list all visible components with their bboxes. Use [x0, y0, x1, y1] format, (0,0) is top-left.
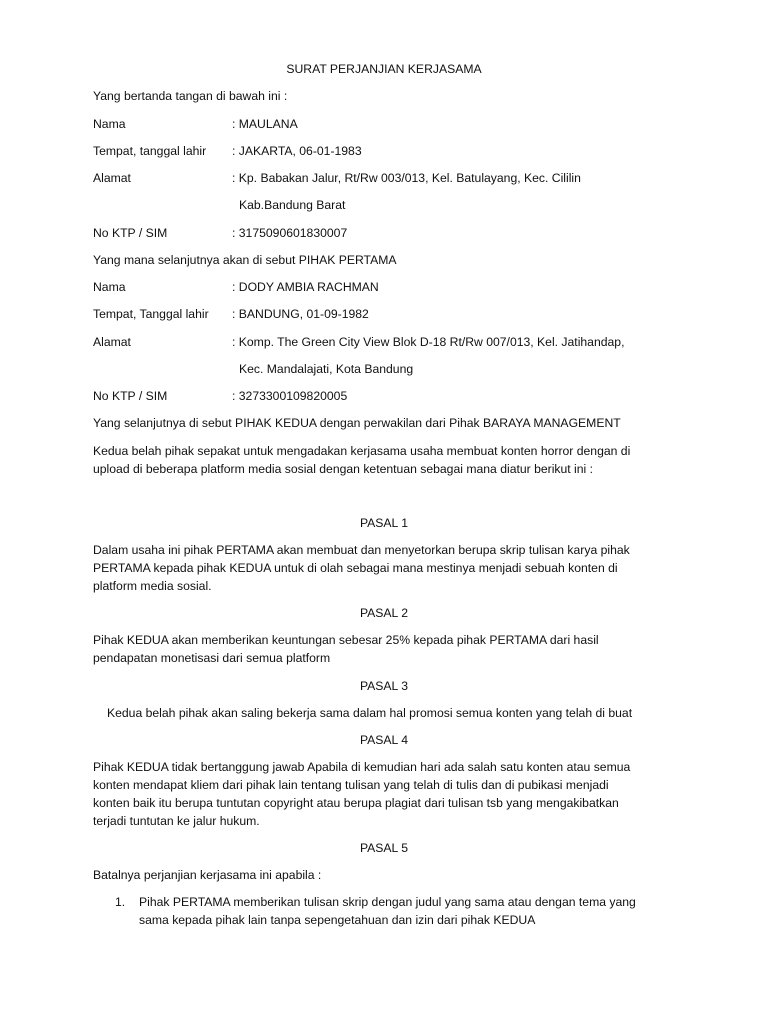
pasal-2-heading: PASAL 2: [359, 606, 409, 620]
party-one-id-label: No KTP / SIM: [93, 226, 168, 240]
party-one-designation: Yang mana selanjutnya akan di sebut PIHAK PERTAMA: [93, 253, 397, 267]
pasal-5-heading: PASAL 5: [359, 841, 409, 855]
document-title: SURAT PERJANJIAN KERJASAMA: [286, 62, 482, 76]
pasal-1-line: PERTAMA kepada pihak KEDUA untuk di olah sebagai mana mestinya menjadi sebuah konten di: [93, 561, 618, 575]
party-two-address-label: Alamat: [93, 335, 131, 349]
pasal-4-line: terjadi tuntutan ke jalur hukum.: [93, 814, 260, 828]
party-two-name-value: : DODY AMBIA RACHMAN: [232, 280, 379, 294]
pasal-2-line: Pihak KEDUA akan memberikan keuntungan sebesar 25% kepada pihak PERTAMA dari hasil: [93, 633, 599, 647]
agreement-line: Kedua belah pihak sepakat untuk mengadakan kerjasama usaha membuat konten horror dengan di: [93, 444, 631, 458]
pasal-4-line: konten baik itu berupa tuntutan copyright atau berupa plagiat dari tulisan tsb yang mengakibatkan: [93, 796, 619, 810]
list-item-line: sama kepada pihak lain tanpa sepengetahuan dan izin dari pihak KEDUA: [139, 913, 536, 927]
agreement-line: upload di beberapa platform media sosial dengan ketentuan sebagai mana diatur berikut ini :: [93, 462, 594, 476]
pasal-1-line: platform media sosial.: [93, 579, 212, 593]
pasal-3-heading: PASAL 3: [359, 679, 409, 693]
party-two-birth-value: : BANDUNG, 01-09-1982: [232, 307, 369, 321]
pasal-3-line: Kedua belah pihak akan saling bekerja sama dalam hal promosi semua konten yang telah di buat: [107, 706, 633, 720]
pasal-1-heading: PASAL 1: [359, 516, 409, 530]
party-two-address-continuation: Kec. Mandalajati, Kota Bandung: [239, 362, 414, 376]
party-one-address-value: : Kp. Babakan Jalur, Rt/Rw 003/013, Kel. Batulayang, Kec. Cililin: [232, 171, 581, 185]
list-item-line: Pihak PERTAMA memberikan tulisan skrip dengan judul yang sama atau dengan tema yang: [139, 895, 636, 909]
party-two-address-value: : Komp. The Green City View Blok D-18 Rt/Rw 007/013, Kel. Jatihandap,: [232, 335, 625, 349]
party-two-id-label: No KTP / SIM: [93, 389, 168, 403]
party-one-address-label: Alamat: [93, 171, 131, 185]
pasal-4-heading: PASAL 4: [359, 733, 409, 747]
party-one-name-label: Nama: [93, 117, 126, 131]
intro-text: Yang bertanda tangan di bawah ini :: [93, 89, 288, 103]
party-two-id-value: : 3273300109820005: [232, 389, 348, 403]
party-one-birth-label: Tempat, tanggal lahir: [93, 144, 207, 158]
pasal-4-line: Pihak KEDUA tidak bertanggung jawab Apabila di kemudian hari ada salah satu konten atau semua: [93, 760, 631, 774]
party-two-designation: Yang selanjutnya di sebut PIHAK KEDUA dengan perwakilan dari Pihak BARAYA MANAGEMENT: [93, 416, 621, 430]
pasal-2-line: pendapatan monetisasi dari semua platform: [93, 651, 331, 665]
pasal-5-line: Batalnya perjanjian kerjasama ini apabila :: [93, 868, 322, 882]
party-one-birth-value: : JAKARTA, 06-01-1983: [232, 144, 362, 158]
party-two-birth-label: Tempat, Tanggal lahir: [93, 307, 209, 321]
party-one-name-value: : MAULANA: [232, 117, 298, 131]
party-one-address-continuation: Kab.Bandung Barat: [239, 198, 346, 212]
party-one-id-value: : 3175090601830007: [232, 226, 348, 240]
pasal-1-line: Dalam usaha ini pihak PERTAMA akan membuat dan menyetorkan berupa skrip tulisan karya pihak: [93, 543, 630, 557]
list-item-number: 1.: [115, 895, 126, 909]
party-two-name-label: Nama: [93, 280, 126, 294]
pasal-4-line: konten mendapat kliem dari pihak lain tentang tulisan yang telah di tulis dan di pubikasi menjadi: [93, 778, 609, 792]
